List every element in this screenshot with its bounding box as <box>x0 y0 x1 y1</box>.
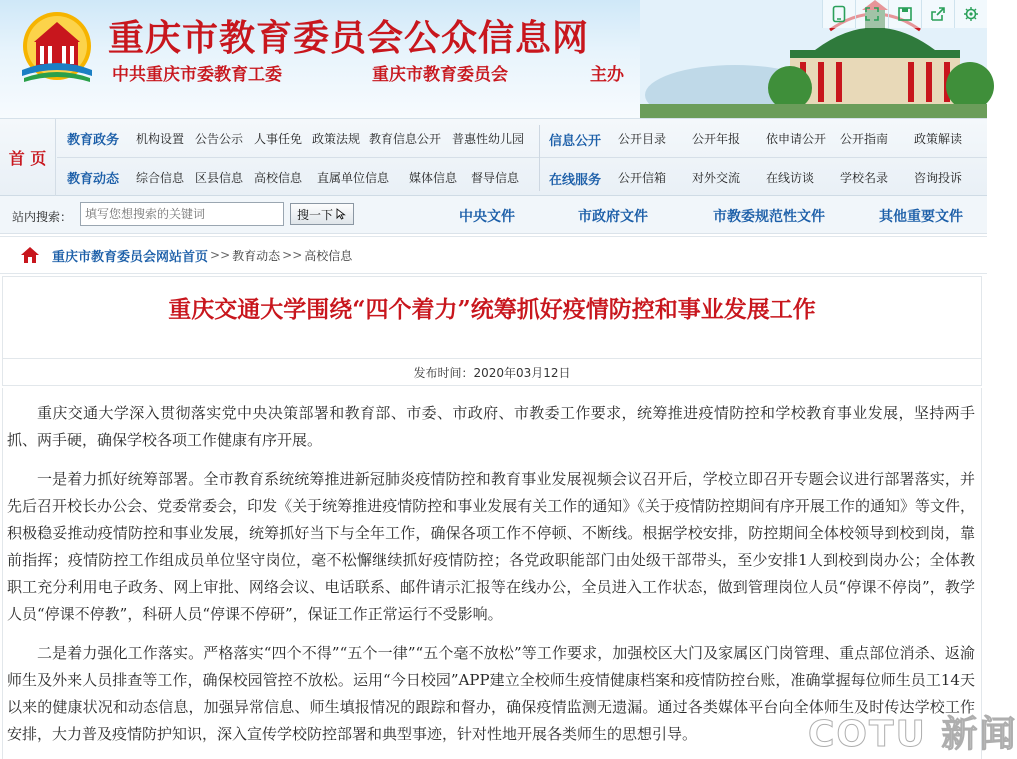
nav-link-disclosure-catalog[interactable]: 公开目录 <box>618 132 667 146</box>
search-button[interactable] <box>290 203 354 225</box>
nav-category-online-services[interactable]: 在线服务 <box>549 173 602 188</box>
breadcrumb <box>0 236 987 274</box>
nav-link-policy-interpretation[interactable]: 政策解读 <box>914 132 963 146</box>
sponsor-party-committee: 中共重庆市委教育工委 <box>112 65 282 85</box>
quick-link-municipal-documents[interactable]: 市政府文件 <box>578 209 648 225</box>
publish-date: 发布时间：2020年03月12日 <box>2 358 982 386</box>
nav-link-annual-report[interactable]: 公开年报 <box>692 132 741 146</box>
nav-home-link[interactable]: 首 页 <box>0 119 56 196</box>
article-title: 重庆交通大学围绕“四个着力”统筹抓好疫情防控和事业发展工作 <box>168 296 816 323</box>
nav-link-announcements[interactable]: 公告公示 <box>195 132 244 146</box>
nav-link-organization[interactable]: 机构设置 <box>136 132 185 146</box>
nav-link-info-disclosure[interactable]: 教育信息公开 <box>369 132 442 146</box>
breadcrumb-home-link[interactable]: 重庆市教育委员会网站首页 <box>52 249 209 265</box>
home-icon <box>20 245 40 265</box>
nav-link-consultation-complaints[interactable]: 咨询投诉 <box>914 171 963 185</box>
quick-link-central-documents[interactable]: 中央文件 <box>459 209 515 225</box>
mobile-icon[interactable] <box>822 0 855 28</box>
search-button-label: 搜一下 <box>296 207 333 222</box>
nav-link-affiliated-units[interactable]: 直属单位信息 <box>317 171 390 185</box>
breadcrumb-university-info[interactable]: 高校信息 <box>304 248 353 263</box>
nav-row-education-affairs <box>67 119 135 157</box>
settings-icon[interactable] <box>954 0 987 28</box>
nav-row-divider <box>57 157 987 158</box>
site-search-bar <box>0 196 987 234</box>
share-icon[interactable] <box>921 0 954 28</box>
nav-link-district-info[interactable]: 区县信息 <box>195 171 244 185</box>
nav-link-media-info[interactable]: 媒体信息 <box>409 171 458 185</box>
site-title: 重庆市教育委员会公众信息网 <box>108 17 590 59</box>
nav-link-kindergartens[interactable]: 普惠性幼儿园 <box>452 132 525 146</box>
education-logo-icon <box>14 6 100 92</box>
article-paragraph: 一是着力抓好统筹部署。全市教育系统统筹推进新冠肺炎疫情防控和教育事业发展视频会议召开后，学校立即召开专题会议进行部署落实，并先后召开校长办公会、党委常委会，印发《关于统筹推进疫情防控和事业发展有关工作的通知》《关于疫情防控期间有序开展工作的通知》等文件，积极稳妥推动疫情防控和事业发展，统筹抓好当下与全年工作，确保各项工作不停顿、不断线。根据学校安排，防控期间全体校领导到校到岗，靠前指挥；疫情防控工作组成员单位坚守岗位，毫不松懈继续抓好疫情防控；各党政职能部门由处级干部带头，至少安排1人到校到岗办公；全体教职工充分利用电子政务、网上审批、网络会议、电话联系、邮件请示汇报等在线办公，全员进入工作状态，做到管理岗位人员“停课不停岗”，教学人员“停课不停教”，科研人员“停课不停研”，保证工作正常运行不受影响。 <box>7 470 975 623</box>
nav-link-school-directory[interactable]: 学校名录 <box>840 171 889 185</box>
nav-link-general-info[interactable]: 综合信息 <box>136 171 185 185</box>
toolbar <box>822 0 987 28</box>
article-body <box>2 388 982 759</box>
nav-link-external-exchange[interactable]: 对外交流 <box>692 171 741 185</box>
cursor-icon <box>335 208 347 220</box>
nav-link-university-info[interactable]: 高校信息 <box>254 171 303 185</box>
nav-link-policies[interactable]: 政策法规 <box>312 132 361 146</box>
quick-link-other-documents[interactable]: 其他重要文件 <box>879 209 963 225</box>
fullscreen-icon[interactable] <box>855 0 888 28</box>
search-label: 站内搜索： <box>12 210 73 224</box>
nav-row-education-news <box>67 158 135 196</box>
sponsor-suffix: 主办 <box>590 65 624 85</box>
nav-category-info-disclosure[interactable]: 信息公开 <box>549 134 602 149</box>
search-input[interactable] <box>80 202 284 226</box>
nav-link-supervision-info[interactable]: 督导信息 <box>471 171 520 185</box>
news-watermark: COTU 新闻 <box>808 714 1017 755</box>
article-paragraph: 二是着力强化工作落实。严格落实“四个不得”“五个一律”“五个毫不放松”等工作要求，加强校区大门及家属区门岗管理、重点部位消杀、返渝师生及外来人员排查等工作，确保校园管控不放松。运用“今日校园”APP建立全校师生疫情健康档案和疫情防控台账，准确掌握每位师生员工14天以来的健康状况和动态信息，加强异常信息、师生填报情况的跟踪和督办，确保疫情监测无遗漏。通过各类媒体平台向全体师生及时传达学校工作安排，大力普及疫情防护知识，深入宣传学校防控部署和典型事迹，针对性地开展各类师生的思想引导。 <box>7 644 975 743</box>
main-navigation <box>0 118 987 196</box>
nav-link-on-request[interactable]: 依申请公开 <box>766 132 827 146</box>
breadcrumb-separator: >> <box>282 248 303 262</box>
save-icon[interactable] <box>888 0 921 28</box>
nav-category-education-affairs[interactable]: 教育政务 <box>67 132 120 148</box>
breadcrumb-separator: >> <box>210 248 231 262</box>
nav-category-education-news[interactable]: 教育动态 <box>67 171 120 187</box>
sponsor-education-commission: 重庆市教育委员会 <box>372 65 508 85</box>
nav-link-appointments[interactable]: 人事任免 <box>254 132 303 146</box>
article-paragraph: 重庆交通大学深入贯彻落实党中央决策部署和教育部、市委、市政府、市教委工作要求，统筹推进疫情防控和学校教育事业发展，坚持两手抓、两手硬，确保学校各项工作健康有序开展。 <box>7 404 975 449</box>
nav-column-divider <box>539 125 540 191</box>
nav-link-public-mailbox[interactable]: 公开信箱 <box>618 171 667 185</box>
nav-link-disclosure-guide[interactable]: 公开指南 <box>840 132 889 146</box>
site-banner <box>0 0 987 118</box>
breadcrumb-education-news[interactable]: 教育动态 <box>232 248 281 263</box>
quick-link-commission-regulations[interactable]: 市教委规范性文件 <box>713 209 825 225</box>
article-header <box>2 276 982 358</box>
nav-link-online-interviews[interactable]: 在线访谈 <box>766 171 815 185</box>
